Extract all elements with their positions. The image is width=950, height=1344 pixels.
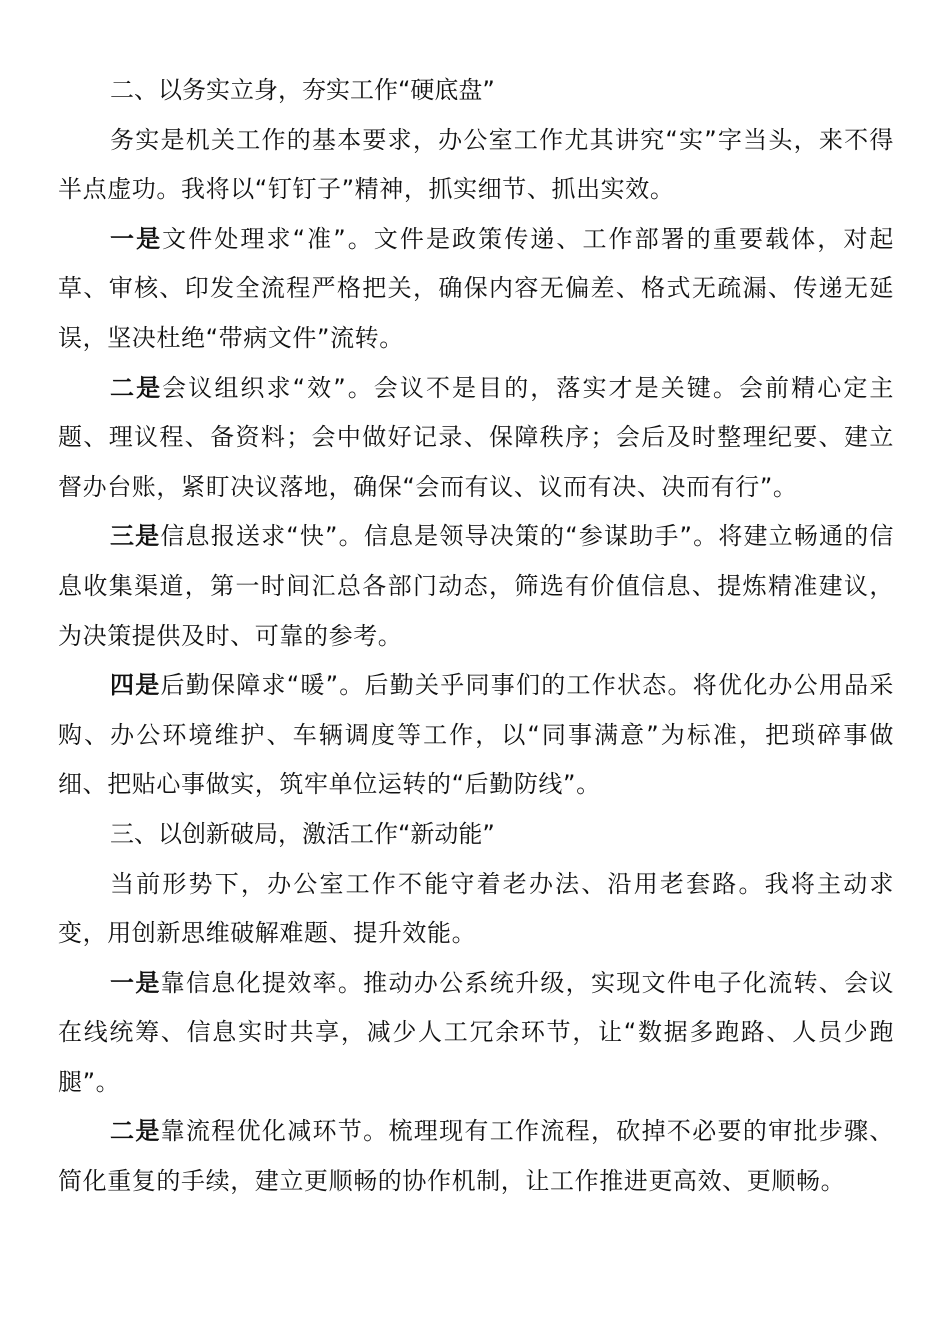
item-text: 靠信息化提效率。推动办公系统升级，实现文件电子化流转、会议在线统筹、信息实时共享，减少人工冗余环节，让“数据多跑路、人员少跑腿”。 <box>58 968 895 1096</box>
item-lead: 一是 <box>110 968 161 997</box>
item-lead: 二是 <box>110 1117 161 1146</box>
item-text: 靠流程优化减环节。梳理现有工作流程，砍掉不必要的审批步骤、简化重复的手续，建立更顺畅的协作机制，让工作推进更高效、更顺畅。 <box>58 1117 895 1196</box>
list-item <box>58 1107 894 1206</box>
item-lead: 四是 <box>110 671 161 700</box>
item-text: 信息报送求“快”。信息是领导决策的“参谋助手”。将建立畅通的信息收集渠道，第一时间汇总各部门动态，筛选有价值信息、提炼精准建议，为决策提供及时、可靠的参考。 <box>58 522 894 650</box>
section-heading-3: 三、以创新破局，激活工作“新动能” <box>110 819 495 848</box>
item-text: 后勤保障求“暖”。后勤关乎同事们的工作状态。将优化办公用品采购、办公环境维护、车辆调度等工作，以“同事满意”为标准，把琐碎事做细、把贴心事做实，筑牢单位运转的“后勤防线”。 <box>58 671 895 799</box>
item-lead: 一是 <box>110 224 163 253</box>
item-lead: 二是 <box>110 373 163 402</box>
body-paragraph: 当前形势下，办公室工作不能守着老办法、沿用老套路。我将主动求变，用创新思维破解难题、提升效能。 <box>58 869 894 948</box>
list-item <box>58 215 894 364</box>
document-page <box>58 66 894 1207</box>
item-text: 会议组织求“效”。会议不是目的，落实才是关键。会前精心定主题、理议程、备资料；会中做好记录、保障秩序；会后及时整理纪要、建立督办台账，紧盯决议落地，确保“会而有议、议而有决、决而有行”。 <box>58 373 894 501</box>
body-paragraph: 务实是机关工作的基本要求，办公室工作尤其讲究“实”字当头，来不得半点虚功。我将以“钉钉子”精神，抓实细节、抓出实效。 <box>58 125 894 204</box>
list-item <box>58 512 894 661</box>
list-item <box>58 364 894 513</box>
list-item <box>58 959 894 1108</box>
item-lead: 三是 <box>110 522 161 551</box>
section-heading-2: 二、以务实立身，夯实工作“硬底盘” <box>110 76 495 104</box>
item-text: 文件处理求“准”。文件是政策传递、工作部署的重要载体，对起草、审核、印发全流程严格把关，确保内容无偏差、格式无疏漏、传递无延误，坚决杜绝“带病文件”流转。 <box>58 224 894 352</box>
list-item <box>58 661 894 810</box>
